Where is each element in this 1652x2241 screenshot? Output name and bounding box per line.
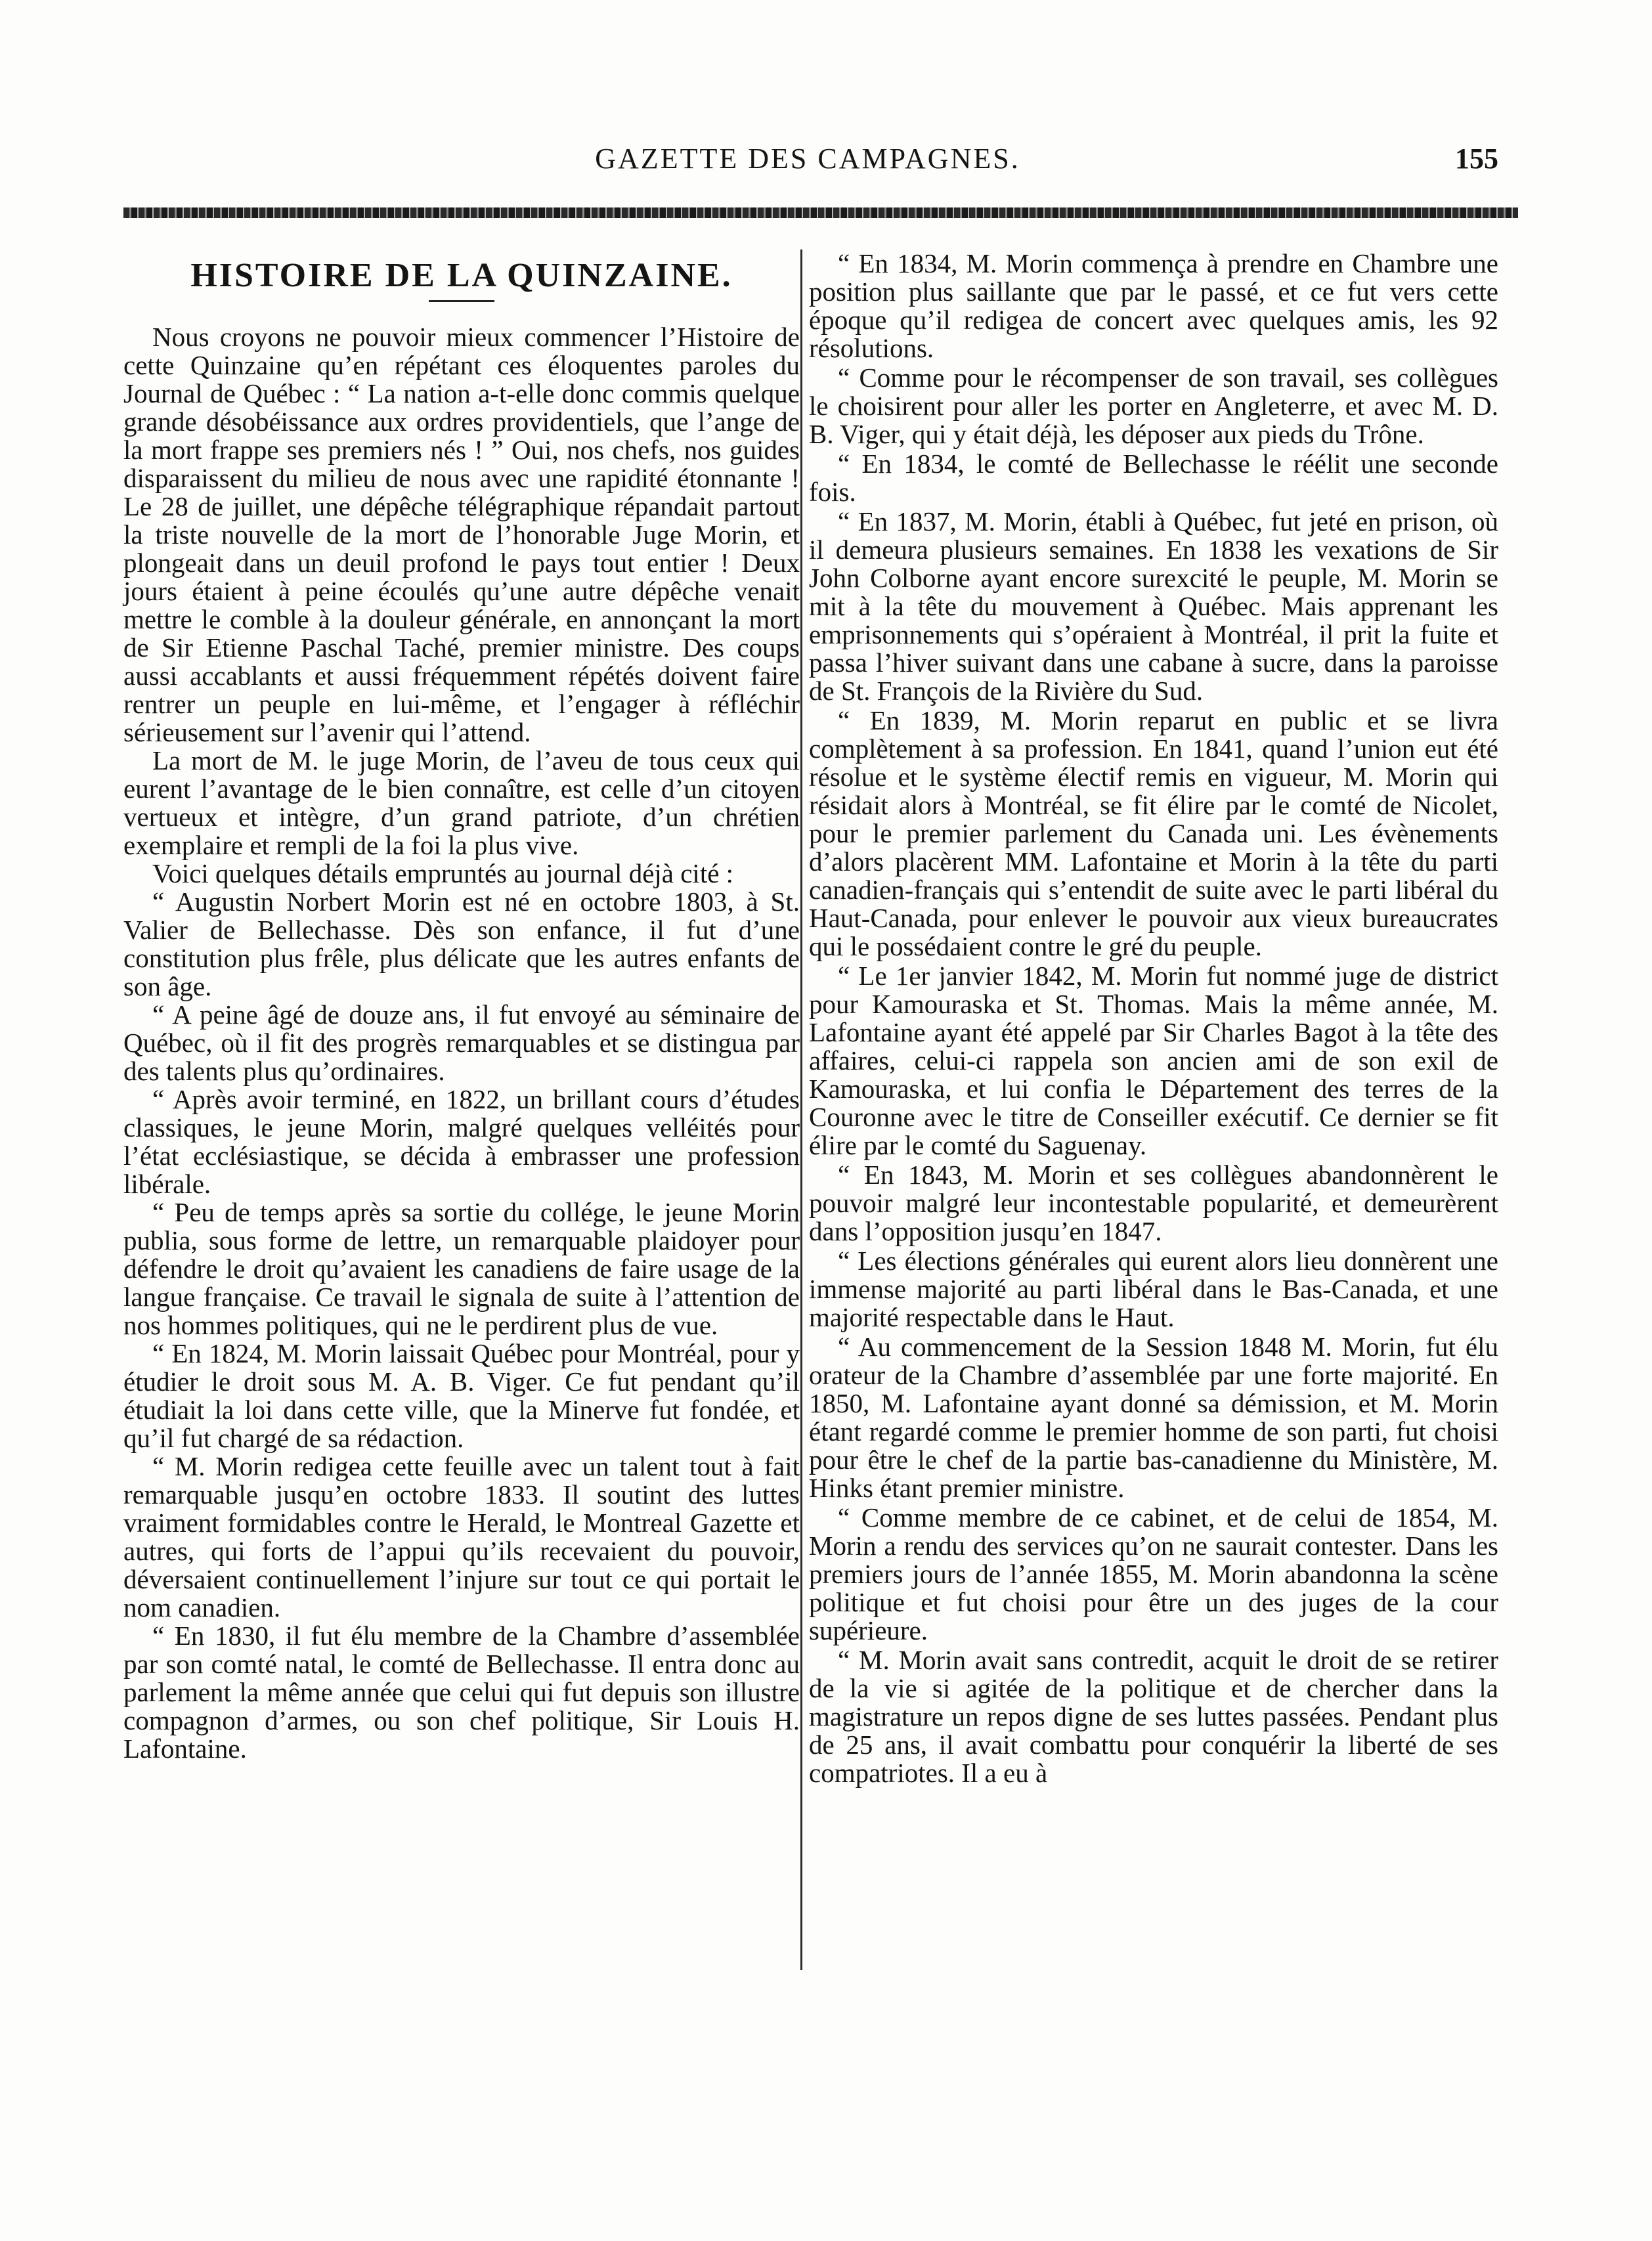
paragraph: “ Après avoir terminé, en 1822, un brillant cours d’études classiques, le jeune Morin, malgré quelques velléités pour l’état ecclésiastique, se décida à embrasser une profession libérale. — [123, 1084, 800, 1199]
paragraph: “ Augustin Norbert Morin est né en octobre 1803, à St. Valier de Bellechasse. Dès son enfance, il fut d’une constitution plus frêle, plus délicate que les autres enfants de son âge. — [123, 886, 800, 1001]
paragraph: “ En 1839, M. Morin reparut en public et se livra complètement à sa profession. En 1841, quand l’union eut été résolue et le système électif remis en vigueur, M. Morin qui résidait alors à Montréal, se fit élire par le comté de Nicolet, pour le premier parlement du Canada uni. Les évènements d’alors placèrent MM. Lafontaine et Morin à la tête du parti canadien-français qui s’entendit de suite avec le parti libéral du Haut-Canada, pour enlever le pouvoir aux vieux bureaucrates qui le possédaient contre le gré du peuple. — [809, 705, 1498, 961]
paragraph: La mort de M. le juge Morin, de l’aveu de tous ceux qui eurent l’avantage de le bien connaître, est celle d’un citoyen vertueux et intègre, d’un grand patriote, d’un chrétien exemplaire et rempli de la foi la plus vive. — [123, 745, 800, 860]
paragraph: “ M. Morin avait sans contredit, acquit le droit de se retirer de la vie si agitée de la politique et de chercher dans la magistrature un repos digne de ses luttes passées. Pendant plus de 25 ans, il avait combattu pour conquérir la liberté de ses compatriotes. Il a eu à — [809, 1645, 1498, 1788]
article-title: HISTOIRE DE LA QUINZAINE. — [190, 257, 733, 294]
paragraph: “ En 1830, il fut élu membre de la Chambre d’assemblée par son comté natal, le comté de Bellechasse. Il entra donc au parlement la même année que celui qui fut depuis son illustre compagnon d’armes, ou son chef politique, Sir Louis H. Lafontaine. — [123, 1621, 800, 1764]
paragraph: “ A peine âgé de douze ans, il fut envoyé au séminaire de Québec, où il fit des progrès remarquables et se distingua par des talents plus qu’ordinaires. — [123, 999, 800, 1086]
paragraph: “ En 1834, M. Morin commença à prendre en Chambre une position plus saillante que par le passé, et ce fut vers cette époque qu’il redigea de concert avec quelques amis, les 92 résolutions. — [809, 248, 1498, 363]
paragraph: “ En 1843, M. Morin et ses collègues abandonnèrent le pouvoir malgré leur incontestable popularité, et demeurèrent dans l’opposition jusqu’en 1847. — [809, 1160, 1498, 1246]
header-title: GAZETTE DES CAMPAGNES. — [595, 142, 1020, 175]
column-divider — [800, 250, 802, 1970]
paragraph: “ En 1837, M. Morin, établi à Québec, fut jeté en prison, où il demeura plusieurs semaines. En 1838 les vexations de Sir John Colborne ayant encore surexcité le peuple, M. Morin se mit à la tête du mouvement à Québec. Mais apprenant les emprisonnements qui s’opéraient à Montréal, il prit la fuite et passa l’hiver suivant dans une cabane à sucre, dans la paroisse de St. François de la Rivière du Sud. — [809, 506, 1498, 706]
paragraph: “ Au commencement de la Session 1848 M. Morin, fut élu orateur de la Chambre d’assemblée par une forte majorité. En 1850, M. Lafontaine ayant donné sa démission, et M. Morin étant regardé comme le premier homme de son parti, fut choisi pour être le chef de la partie bas-canadienne du Ministère, M. Hinks étant premier ministre. — [809, 1332, 1498, 1503]
title-underline — [429, 300, 494, 302]
paragraph: “ Le 1er janvier 1842, M. Morin fut nommé juge de district pour Kamouraska et St. Thomas. Mais la même année, M. Lafontaine ayant été appelé par Sir Charles Bagot à la tête des affaires, celui-ci rappela son ancien ami de son exil de Kamouraska, et lui confia le Département des terres de la Couronne avec le titre de Conseiller exécutif. Ce dernier se fit élire par le comté du Saguenay. — [809, 961, 1498, 1160]
ornamental-rule — [123, 207, 1518, 218]
paragraph: “ M. Morin redigea cette feuille avec un talent tout à fait remarquable jusqu’en octobre 1833. Il soutint des luttes vraiment formidables contre le Herald, le Montreal Gazette et autres, qui forts de l’appui qu’ils recevaient du pouvoir, déversaient continuellement l’injure sur tout ce qui portait le nom canadien. — [123, 1451, 800, 1622]
paragraph: “ En 1834, le comté de Bellechasse le réélit une seconde fois. — [809, 448, 1498, 507]
right-column — [809, 250, 1498, 1789]
page-number: 155 — [1455, 142, 1498, 175]
running-head — [0, 142, 1652, 188]
paragraph: “ Comme membre de ce cabinet, et de celui de 1854, M. Morin a rendu des services qu’on ne saurait contester. Dans les premiers jours de l’année 1855, M. Morin abandonna la scène politique et fut choisi pour être un des juges de la cour supérieure. — [809, 1502, 1498, 1645]
paragraph: “ Comme pour le récompenser de son travail, ses collègues le choisirent pour aller les porter en Angleterre, et avec M. D. B. Viger, qui y était déjà, les déposer aux pieds du Trône. — [809, 362, 1498, 449]
paragraph: “ En 1824, M. Morin laissait Québec pour Montréal, pour y étudier le droit sous M. A. B. Viger. Ce fut pendant qu’il étudiait la loi dans cette ville, que la Minerve fut fondée, et qu’il fut chargé de sa rédaction. — [123, 1338, 800, 1453]
paragraph: “ Les élections générales qui eurent alors lieu donnèrent une immense majorité au parti libéral dans le Bas-Canada, et une majorité respectable dans le Haut. — [809, 1246, 1498, 1332]
paragraph: “ Peu de temps après sa sortie du collége, le jeune Morin publia, sous forme de lettre, un remarquable plaidoyer pour défendre le droit qu’avaient les canadiens de faire usage de la langue française. Ce travail le signala de suite à l’attention de nos hommes politiques, qui ne le perdirent plus de vue. — [123, 1197, 800, 1340]
left-column — [123, 250, 800, 1763]
paragraph: Voici quelques détails empruntés au journal déjà cité : — [152, 858, 734, 888]
paragraph: Nous croyons ne pouvoir mieux commencer l’Histoire de cette Quinzaine qu’en répétant ces éloquentes paroles du Journal de Québec : “ La nation a-t-elle donc commis quelque grande désobéissance aux ordres providentiels, que l’ange de la mort frappe ses premiers nés ! ” Oui, nos chefs, nos guides disparaissent du milieu de nous avec une rapidité étonnante ! Le 28 de juillet, une dépêche télégraphique répandait partout la triste nouvelle de la mort de l’honorable Juge Morin, et plongeait dans un deuil profond le pays tout entier ! Deux jours étaient à peine écoulés qu’une autre dépêche venait mettre le comble à la douleur générale, en annonçant la mort de Sir Etienne Paschal Taché, premier ministre. Des coups aussi accablants et aussi fréquemment répétés doivent faire rentrer un peuple en lui-même, et l’engager à réfléchir sérieusement sur l’avenir qui l’attend. — [123, 322, 800, 747]
